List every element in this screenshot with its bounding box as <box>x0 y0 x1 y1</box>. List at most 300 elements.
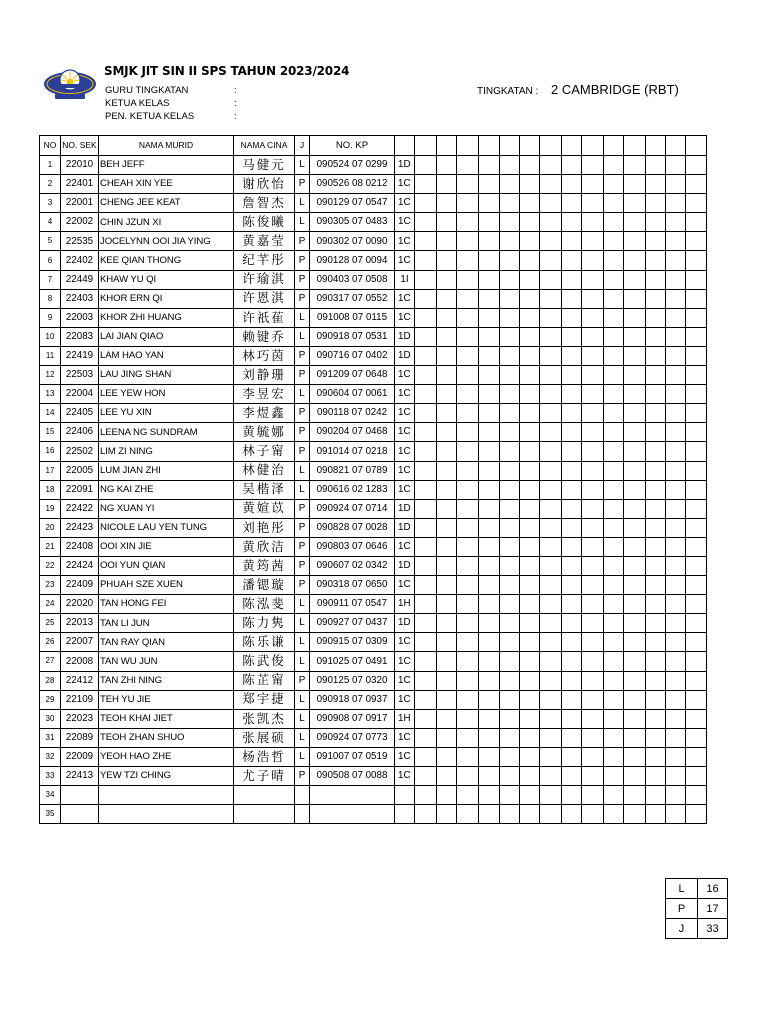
previous-class-cell: 1C <box>395 461 415 480</box>
blank-cell <box>686 289 707 308</box>
blank-cell <box>437 499 457 518</box>
blank-cell <box>415 518 437 537</box>
col-header-blank <box>457 136 479 156</box>
ic-number-cell: 090508 07 0088 <box>310 767 395 786</box>
blank-cell <box>457 251 479 270</box>
student-name-cell: TAN RAY QIAN <box>99 633 234 652</box>
ic-number-cell: 090204 07 0468 <box>310 423 395 442</box>
ic-number-cell: 090918 07 0531 <box>310 327 395 346</box>
row-number-cell: 7 <box>40 270 61 289</box>
blank-cell <box>500 595 520 614</box>
blank-cell <box>666 270 686 289</box>
school-number-cell: 22023 <box>61 709 99 728</box>
blank-cell <box>624 156 646 175</box>
table-row <box>40 175 707 194</box>
blank-cell <box>520 251 540 270</box>
student-name-cell: TEH YU JIE <box>99 690 234 709</box>
blank-cell <box>540 423 562 442</box>
blank-cell <box>582 518 604 537</box>
chinese-name-cell: 陈武俊 <box>234 652 295 671</box>
ic-number-cell: 091014 07 0218 <box>310 442 395 461</box>
table-row <box>40 346 707 365</box>
blank-cell <box>582 576 604 595</box>
blank-cell <box>666 251 686 270</box>
blank-cell <box>582 747 604 766</box>
blank-cell <box>666 518 686 537</box>
blank-cell <box>624 327 646 346</box>
blank-cell <box>415 614 437 633</box>
blank-cell <box>500 270 520 289</box>
blank-cell <box>624 595 646 614</box>
blank-cell <box>479 385 500 404</box>
blank-cell <box>540 461 562 480</box>
chinese-name-cell: 赖键乔 <box>234 327 295 346</box>
blank-cell <box>646 805 666 824</box>
blank-cell <box>604 614 624 633</box>
blank-cell <box>686 480 707 499</box>
gender-cell: P <box>295 270 310 289</box>
blank-cell <box>604 499 624 518</box>
school-title: SMJK JIT SIN II SPS TAHUN 2023/2024 <box>104 64 350 78</box>
student-name-cell: NICOLE LAU YEN TUNG <box>99 518 234 537</box>
blank-cell <box>646 270 666 289</box>
blank-cell <box>540 709 562 728</box>
gender-cell: P <box>295 518 310 537</box>
blank-cell <box>686 595 707 614</box>
blank-cell <box>540 404 562 423</box>
pen-ketua-kelas-row <box>105 111 237 122</box>
blank-cell <box>604 175 624 194</box>
student-name-cell: KHOR ERN QI <box>99 289 234 308</box>
row-number-cell: 35 <box>40 805 61 824</box>
blank-cell <box>686 537 707 556</box>
gender-cell: L <box>295 461 310 480</box>
blank-cell <box>666 404 686 423</box>
blank-cell <box>500 671 520 690</box>
blank-cell <box>520 346 540 365</box>
previous-class-cell: 1D <box>395 327 415 346</box>
student-roster-table <box>39 135 707 824</box>
blank-cell <box>686 156 707 175</box>
gender-summary-table <box>665 878 728 939</box>
blank-cell <box>646 346 666 365</box>
blank-cell <box>624 232 646 251</box>
row-number-cell: 12 <box>40 366 61 385</box>
blank-cell <box>686 270 707 289</box>
blank-cell <box>562 767 582 786</box>
school-number-cell: 22401 <box>61 175 99 194</box>
col-header-blank <box>540 136 562 156</box>
blank-cell <box>437 671 457 690</box>
gender-cell: P <box>295 671 310 690</box>
chinese-name-cell: 张展硕 <box>234 728 295 747</box>
row-number-cell: 32 <box>40 747 61 766</box>
blank-cell <box>562 442 582 461</box>
blank-cell <box>624 175 646 194</box>
blank-cell <box>624 671 646 690</box>
blank-cell <box>437 709 457 728</box>
gender-cell: L <box>295 156 310 175</box>
blank-cell <box>437 518 457 537</box>
blank-cell <box>686 747 707 766</box>
table-row <box>40 595 707 614</box>
blank-cell <box>500 767 520 786</box>
blank-cell <box>500 499 520 518</box>
ic-number-cell: 090607 02 0342 <box>310 556 395 575</box>
row-number-cell: 25 <box>40 614 61 633</box>
blank-cell <box>686 499 707 518</box>
blank-cell <box>500 690 520 709</box>
blank-cell <box>646 232 666 251</box>
col-header-blank <box>437 136 457 156</box>
previous-class-cell: 1C <box>395 175 415 194</box>
blank-cell <box>666 614 686 633</box>
blank-cell <box>457 213 479 232</box>
school-number-cell: 22010 <box>61 156 99 175</box>
blank-cell <box>686 213 707 232</box>
school-number-cell: 22406 <box>61 423 99 442</box>
blank-cell <box>457 805 479 824</box>
row-number-cell: 3 <box>40 194 61 213</box>
blank-cell <box>520 327 540 346</box>
student-name-cell: TAN WU JUN <box>99 652 234 671</box>
blank-cell <box>582 805 604 824</box>
blank-cell <box>437 251 457 270</box>
blank-cell <box>437 442 457 461</box>
blank-cell <box>624 633 646 652</box>
student-name-cell: TAN ZHI NING <box>99 671 234 690</box>
blank-cell <box>479 709 500 728</box>
student-name-cell: TAN HONG FEI <box>99 595 234 614</box>
blank-cell <box>457 671 479 690</box>
blank-cell <box>624 480 646 499</box>
blank-cell <box>437 423 457 442</box>
blank-cell <box>457 614 479 633</box>
blank-cell <box>437 767 457 786</box>
col-header-no: NO <box>40 136 61 156</box>
blank-cell <box>520 767 540 786</box>
student-name-cell: LEENA NG SUNDRAM <box>99 423 234 442</box>
previous-class-cell: 1D <box>395 156 415 175</box>
student-name-cell: TEOH KHAI JIET <box>99 709 234 728</box>
row-number-cell: 30 <box>40 709 61 728</box>
blank-cell <box>520 556 540 575</box>
ic-number-cell: 090403 07 0508 <box>310 270 395 289</box>
student-name-cell: CHEAH XIN YEE <box>99 175 234 194</box>
blank-cell <box>437 270 457 289</box>
chinese-name-cell: 陈力隽 <box>234 614 295 633</box>
blank-cell <box>457 728 479 747</box>
student-name-cell: YEOH HAO ZHE <box>99 747 234 766</box>
blank-cell <box>457 232 479 251</box>
previous-class-cell: 1C <box>395 671 415 690</box>
gender-cell: L <box>295 327 310 346</box>
blank-cell <box>604 576 624 595</box>
blank-cell <box>646 709 666 728</box>
blank-cell <box>500 251 520 270</box>
blank-cell <box>437 652 457 671</box>
blank-cell <box>437 556 457 575</box>
col-header-blank <box>666 136 686 156</box>
gender-cell: P <box>295 366 310 385</box>
blank-cell <box>437 308 457 327</box>
blank-cell <box>540 652 562 671</box>
school-number-cell: 22009 <box>61 747 99 766</box>
blank-cell <box>457 652 479 671</box>
blank-cell <box>540 747 562 766</box>
blank-cell <box>457 194 479 213</box>
blank-cell <box>457 366 479 385</box>
blank-cell <box>604 728 624 747</box>
blank-cell <box>582 289 604 308</box>
row-number-cell: 8 <box>40 289 61 308</box>
school-number-cell: 22109 <box>61 690 99 709</box>
blank-cell <box>582 728 604 747</box>
gender-cell: L <box>295 595 310 614</box>
ketua-kelas-label: KETUA KELAS <box>105 98 170 109</box>
blank-cell <box>686 709 707 728</box>
blank-cell <box>666 194 686 213</box>
blank-cell <box>540 499 562 518</box>
chinese-name-cell: 李昱宏 <box>234 385 295 404</box>
blank-cell <box>604 747 624 766</box>
row-number-cell: 28 <box>40 671 61 690</box>
blank-cell <box>479 404 500 423</box>
colon: : <box>234 85 237 96</box>
blank-cell <box>540 767 562 786</box>
blank-cell <box>582 461 604 480</box>
table-row <box>40 289 707 308</box>
blank-cell <box>500 652 520 671</box>
student-name-cell: LAI JIAN QIAO <box>99 327 234 346</box>
blank-cell <box>646 404 666 423</box>
ic-number-cell: 090821 07 0789 <box>310 461 395 480</box>
student-name-cell: PHUAH SZE XUEN <box>99 576 234 595</box>
col-header-no-sek: NO. SEK <box>61 136 99 156</box>
gender-cell: P <box>295 404 310 423</box>
blank-cell <box>415 270 437 289</box>
ic-number-cell: 090128 07 0094 <box>310 251 395 270</box>
blank-cell <box>582 633 604 652</box>
blank-cell <box>582 480 604 499</box>
blank-cell <box>646 480 666 499</box>
blank-cell <box>562 346 582 365</box>
summary-value-l: 16 <box>698 879 728 899</box>
blank-cell <box>562 747 582 766</box>
student-name-cell: OOI YUN QIAN <box>99 556 234 575</box>
blank-cell <box>562 786 582 805</box>
school-number-cell: 22004 <box>61 385 99 404</box>
school-number-cell: 22083 <box>61 327 99 346</box>
blank-cell <box>540 366 562 385</box>
table-row <box>40 747 707 766</box>
row-number-cell: 2 <box>40 175 61 194</box>
blank-cell <box>520 232 540 251</box>
blank-cell <box>437 633 457 652</box>
table-row <box>40 423 707 442</box>
gender-cell: L <box>295 652 310 671</box>
blank-cell <box>520 213 540 232</box>
blank-cell <box>666 423 686 442</box>
row-number-cell: 33 <box>40 767 61 786</box>
blank-cell <box>624 404 646 423</box>
gender-cell: L <box>295 747 310 766</box>
gender-cell: P <box>295 767 310 786</box>
blank-cell <box>415 633 437 652</box>
blank-cell <box>666 556 686 575</box>
col-header-nama-cina: NAMA CINA <box>234 136 295 156</box>
row-number-cell: 5 <box>40 232 61 251</box>
col-header-blank <box>582 136 604 156</box>
blank-cell <box>520 728 540 747</box>
student-name-cell: NG XUAN YI <box>99 499 234 518</box>
blank-cell <box>500 480 520 499</box>
student-name-cell: CHIN JZUN XI <box>99 213 234 232</box>
chinese-name-cell: 马健元 <box>234 156 295 175</box>
blank-cell <box>479 232 500 251</box>
blank-cell <box>624 499 646 518</box>
blank-cell <box>604 786 624 805</box>
blank-cell <box>540 289 562 308</box>
blank-cell <box>540 480 562 499</box>
blank-cell <box>500 556 520 575</box>
blank-cell <box>582 709 604 728</box>
blank-cell <box>540 213 562 232</box>
blank-cell <box>540 251 562 270</box>
blank-cell <box>666 385 686 404</box>
table-row <box>40 728 707 747</box>
blank-cell <box>520 690 540 709</box>
blank-cell <box>457 595 479 614</box>
blank-cell <box>604 346 624 365</box>
blank-cell <box>646 213 666 232</box>
blank-cell <box>437 385 457 404</box>
gender-cell: L <box>295 614 310 633</box>
blank-cell <box>415 671 437 690</box>
gender-cell: P <box>295 499 310 518</box>
blank-cell <box>562 576 582 595</box>
blank-cell <box>666 576 686 595</box>
blank-cell <box>479 499 500 518</box>
blank-cell <box>686 556 707 575</box>
blank-cell <box>540 385 562 404</box>
table-row <box>40 518 707 537</box>
blank-cell <box>437 366 457 385</box>
table-row <box>40 786 707 805</box>
blank-cell <box>520 595 540 614</box>
blank-cell <box>582 308 604 327</box>
blank-cell <box>666 327 686 346</box>
school-number-cell: 22405 <box>61 404 99 423</box>
tingkatan-label: TINGKATAN : <box>477 86 539 97</box>
previous-class-cell: 1C <box>395 423 415 442</box>
blank-cell <box>686 308 707 327</box>
blank-cell <box>520 289 540 308</box>
blank-cell <box>604 385 624 404</box>
blank-cell <box>540 442 562 461</box>
school-number-cell: 22008 <box>61 652 99 671</box>
chinese-name-cell: 黄媗苡 <box>234 499 295 518</box>
blank-cell <box>437 576 457 595</box>
blank-cell <box>520 175 540 194</box>
blank-cell <box>604 805 624 824</box>
student-name-cell <box>99 786 234 805</box>
blank-cell <box>624 709 646 728</box>
blank-cell <box>666 786 686 805</box>
blank-cell <box>686 194 707 213</box>
blank-cell <box>415 709 437 728</box>
blank-cell <box>686 786 707 805</box>
student-name-cell: LEE YEW HON <box>99 385 234 404</box>
previous-class-cell: 1C <box>395 537 415 556</box>
blank-cell <box>415 576 437 595</box>
blank-cell <box>479 747 500 766</box>
row-number-cell: 10 <box>40 327 61 346</box>
table-row <box>40 614 707 633</box>
blank-cell <box>520 308 540 327</box>
blank-cell <box>562 690 582 709</box>
gender-cell: L <box>295 385 310 404</box>
school-number-cell: 22013 <box>61 614 99 633</box>
row-number-cell: 29 <box>40 690 61 709</box>
blank-cell <box>500 175 520 194</box>
blank-cell <box>666 156 686 175</box>
blank-cell <box>415 747 437 766</box>
blank-cell <box>520 404 540 423</box>
row-number-cell: 1 <box>40 156 61 175</box>
ic-number-cell: 090803 07 0646 <box>310 537 395 556</box>
row-number-cell: 23 <box>40 576 61 595</box>
blank-cell <box>646 423 666 442</box>
col-header-nama-murid: NAMA MURID <box>99 136 234 156</box>
school-number-cell <box>61 786 99 805</box>
table-row <box>40 194 707 213</box>
row-number-cell: 20 <box>40 518 61 537</box>
blank-cell <box>604 251 624 270</box>
blank-cell <box>540 232 562 251</box>
school-number-cell: 22091 <box>61 480 99 499</box>
ic-number-cell <box>310 786 395 805</box>
school-number-cell: 22003 <box>61 308 99 327</box>
ic-number-cell: 090924 07 0773 <box>310 728 395 747</box>
col-header-no-kp: NO. KP <box>310 136 395 156</box>
blank-cell <box>582 194 604 213</box>
blank-cell <box>457 175 479 194</box>
blank-cell <box>457 767 479 786</box>
blank-cell <box>562 404 582 423</box>
previous-class-cell: 1I <box>395 270 415 289</box>
blank-cell <box>562 308 582 327</box>
blank-cell <box>457 346 479 365</box>
ic-number-cell: 090716 07 0402 <box>310 346 395 365</box>
blank-cell <box>686 404 707 423</box>
blank-cell <box>562 537 582 556</box>
blank-cell <box>646 556 666 575</box>
blank-cell <box>666 728 686 747</box>
blank-cell <box>562 385 582 404</box>
chinese-name-cell: 詹智杰 <box>234 194 295 213</box>
blank-cell <box>582 232 604 251</box>
blank-cell <box>479 537 500 556</box>
blank-cell <box>604 194 624 213</box>
blank-cell <box>457 270 479 289</box>
blank-cell <box>582 537 604 556</box>
blank-cell <box>562 556 582 575</box>
blank-cell <box>604 556 624 575</box>
blank-cell <box>437 194 457 213</box>
table-row <box>40 499 707 518</box>
blank-cell <box>562 595 582 614</box>
